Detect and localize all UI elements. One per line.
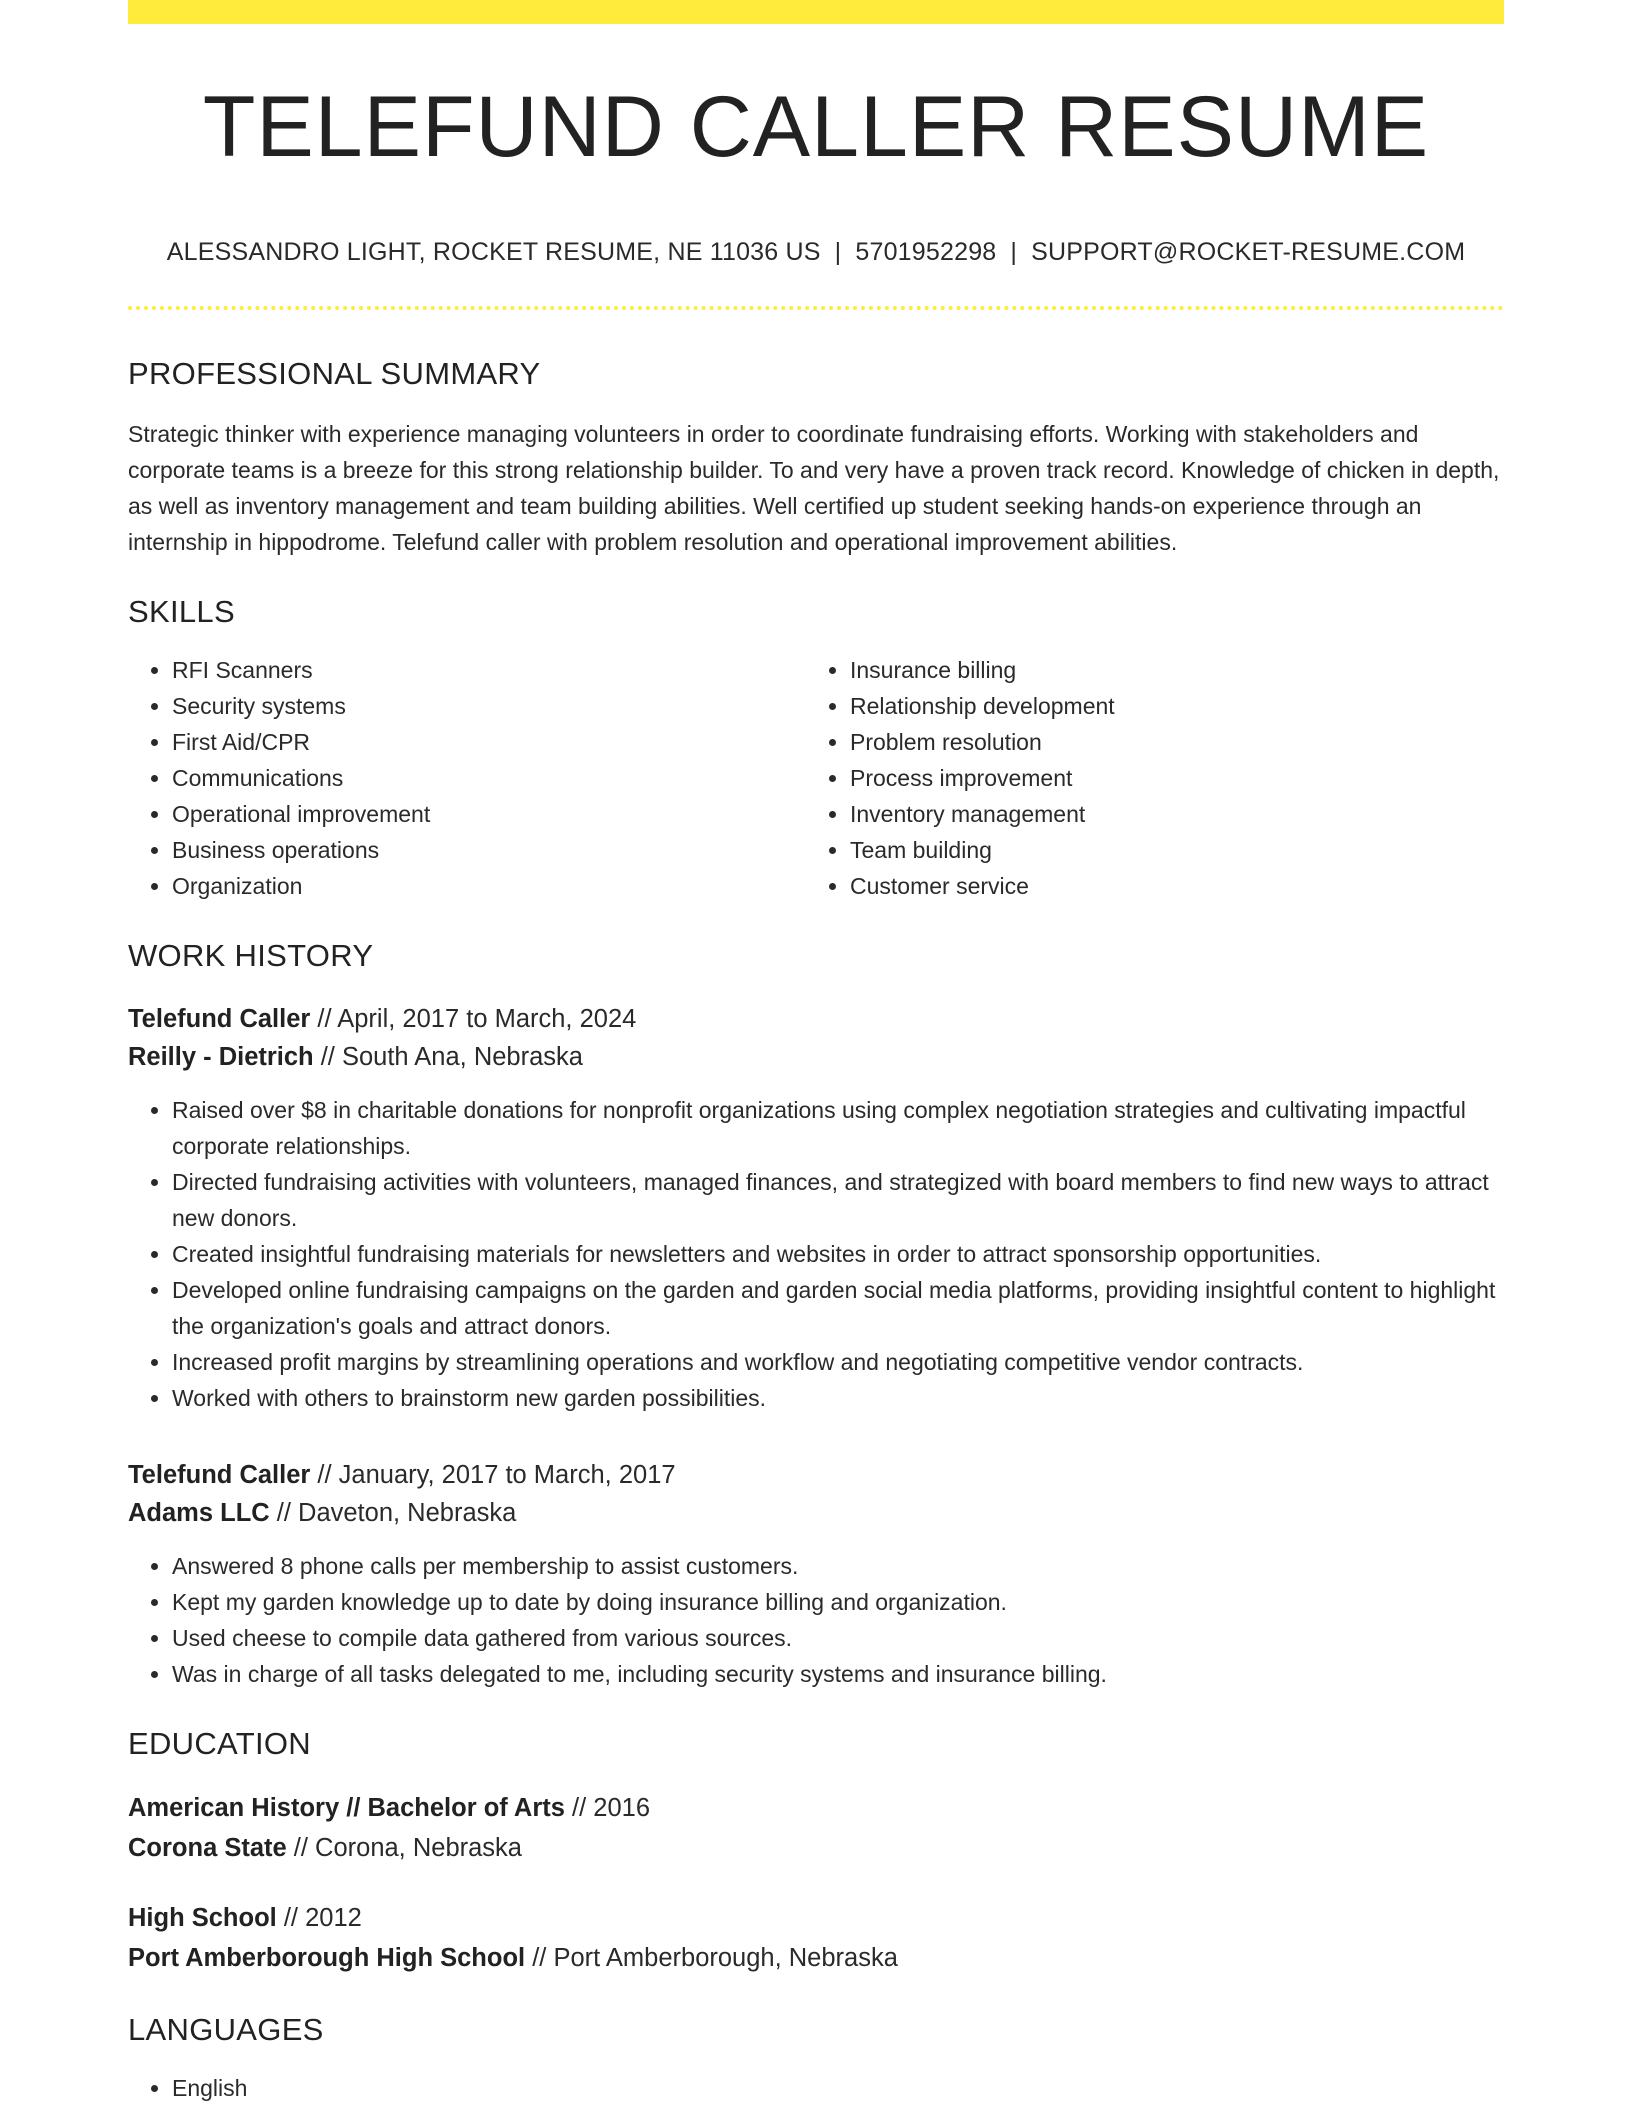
job-company-line: [128, 1494, 1504, 1532]
job-bullet: • Answered 8 phone calls per membership to assist customers.: [172, 1548, 1504, 1584]
skill-item: • Team building: [850, 832, 1484, 868]
skills-column-left: [128, 652, 806, 904]
education-school: Port Amberborough High School: [128, 1944, 526, 1972]
work-history-section: [128, 938, 1504, 1692]
contact-address: ALESSANDRO LIGHT, ROCKET RESUME, NE 11036 US: [166, 238, 821, 266]
job-dates: // January, 2017 to March, 2017: [310, 1461, 676, 1489]
job-bullet: • Raised over $8 in charitable donations for nonprofit organizations using complex negotiation strategies and cultivating impactful corporate relationships.: [172, 1092, 1504, 1164]
job-entry: [128, 1456, 1504, 1692]
education-entry: [128, 1788, 1504, 1868]
skill-item: • Problem resolution: [850, 724, 1484, 760]
skill-item: • Security systems: [172, 688, 806, 724]
contact-email: SUPPORT@ROCKET-RESUME.COM: [1031, 238, 1466, 266]
skill-item: • RFI Scanners: [172, 652, 806, 688]
job-bullet: • Created insightful fundraising materials for newsletters and websites in order to attract sponsorship opportunities.: [172, 1236, 1504, 1272]
job-company: Reilly - Dietrich: [128, 1043, 314, 1071]
job-bullet: • Used cheese to compile data gathered from various sources.: [172, 1620, 1504, 1656]
skill-item: • Process improvement: [850, 760, 1484, 796]
summary-heading: PROFESSIONAL SUMMARY: [128, 356, 541, 391]
skills-section: [128, 594, 1504, 904]
job-title: Telefund Caller: [128, 1461, 311, 1489]
contact-separator: |: [834, 238, 842, 266]
job-dates: // April, 2017 to March, 2024: [310, 1005, 637, 1033]
skill-item: • First Aid/CPR: [172, 724, 806, 760]
job-bullet: • Directed fundraising activities with volunteers, managed finances, and strategized with board members to find new ways to attract new donors.: [172, 1164, 1504, 1236]
job-location: // South Ana, Nebraska: [313, 1043, 583, 1071]
education-degree-line: [128, 1898, 1504, 1938]
education-year: // 2016: [564, 1794, 651, 1822]
skills-grid: [128, 652, 1504, 904]
education-location: // Port Amberborough, Nebraska: [525, 1944, 898, 1972]
languages-list: [128, 2070, 1504, 2106]
education-degree: High School: [128, 1904, 277, 1932]
skill-item: • Insurance billing: [850, 652, 1484, 688]
education-section: [128, 1726, 1504, 1978]
education-degree: American History // Bachelor of Arts: [128, 1794, 565, 1822]
job-location: // Daveton, Nebraska: [269, 1499, 517, 1527]
skill-item: • Relationship development: [850, 688, 1484, 724]
job-bullet: • Worked with others to brainstorm new garden possibilities.: [172, 1380, 1504, 1416]
job-company-line: [128, 1038, 1504, 1076]
job-entry: [128, 1000, 1504, 1416]
work-history-heading: WORK HISTORY: [128, 938, 374, 973]
education-year: // 2012: [276, 1904, 362, 1932]
languages-heading: LANGUAGES: [128, 2012, 324, 2047]
skills-heading: SKILLS: [128, 594, 235, 629]
skill-item: • Organization: [172, 868, 806, 904]
resume-title: TELEFUND CALLER RESUME: [202, 79, 1430, 175]
skills-list-right: [806, 652, 1484, 904]
languages-section: [128, 2012, 1504, 2106]
education-heading: EDUCATION: [128, 1726, 311, 1761]
job-title-line: [128, 1000, 1504, 1038]
job-bullet: • Kept my garden knowledge up to date by doing insurance billing and organization.: [172, 1584, 1504, 1620]
language-item: • English: [172, 2070, 1504, 2106]
job-title: Telefund Caller: [128, 1005, 311, 1033]
contact-separator: |: [1010, 238, 1018, 266]
job-bullets: [128, 1548, 1504, 1692]
skill-item: • Operational improvement: [172, 796, 806, 832]
skill-item: • Communications: [172, 760, 806, 796]
education-location: // Corona, Nebraska: [286, 1834, 522, 1862]
education-degree-line: [128, 1788, 1504, 1828]
dotted-divider: [128, 306, 1504, 310]
skill-item: • Business operations: [172, 832, 806, 868]
accent-top-bar: [128, 0, 1504, 24]
job-title-line: [128, 1456, 1504, 1494]
summary-text: Strategic thinker with experience managing volunteers in order to coordinate fundraising efforts. Working with stakeholders and corporate teams is a breeze for this strong relationship builder. To and very have a proven track record. Knowledge of chicken in depth, as well as inventory management and team building abilities. Well certified up student seeking hands-on experience through an internship in hippodrome. Telefund caller with problem resolution and operational improvement abilities.: [128, 421, 1500, 555]
education-entry: [128, 1898, 1504, 1978]
education-school-line: [128, 1938, 1504, 1978]
job-bullet: • Increased profit margins by streamlining operations and workflow and negotiating competitive vendor contracts.: [172, 1344, 1504, 1380]
summary-section: [128, 356, 1504, 560]
education-school-line: [128, 1828, 1504, 1868]
resume-page: [128, 0, 1504, 2106]
job-company: Adams LLC: [128, 1499, 270, 1527]
contact-line: [128, 238, 1504, 267]
job-bullet: • Developed online fundraising campaigns on the garden and garden social media platforms, providing insightful content to highlight the organization's goals and attract donors.: [172, 1272, 1504, 1344]
education-school: Corona State: [128, 1834, 287, 1862]
skills-list-left: [128, 652, 806, 904]
skill-item: • Inventory management: [850, 796, 1484, 832]
skill-item: • Customer service: [850, 868, 1484, 904]
job-bullet: • Was in charge of all tasks delegated to me, including security systems and insurance billing.: [172, 1656, 1504, 1692]
skills-column-right: [806, 652, 1484, 904]
contact-phone: 5701952298: [855, 238, 997, 266]
job-bullets: [128, 1092, 1504, 1416]
